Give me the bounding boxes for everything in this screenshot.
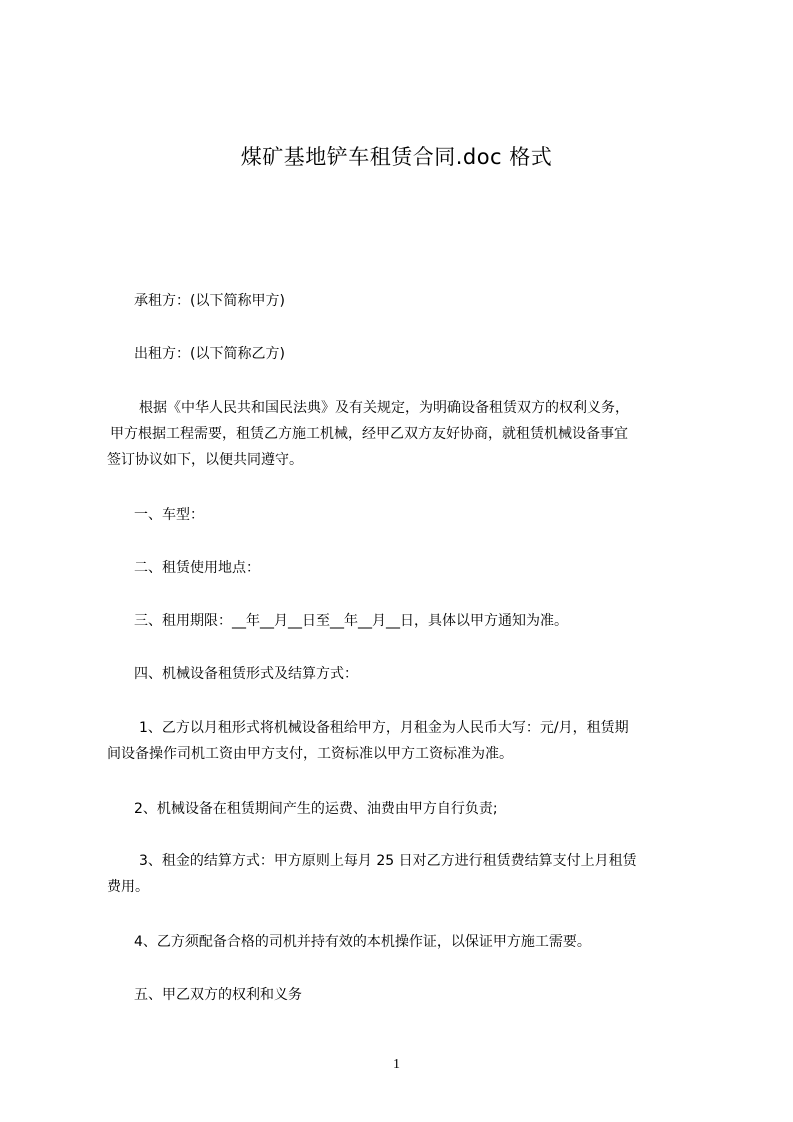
section-settlement: 四、机械设备租赁形式及结算方式：: [134, 666, 358, 682]
section-rights-obligations: 五、甲乙双方的权利和义务: [134, 987, 302, 1003]
item-3-line-2: 费用。: [107, 879, 149, 895]
item-2-paragraph: 2、机械设备在租赁期间产生的运费、油费由甲方自行负责;: [134, 801, 498, 817]
intro-line-3: 签订协议如下，以便共同遵守。: [107, 452, 303, 468]
item-4-paragraph: 4、乙方须配备合格的司机并持有效的本机操作证，以保证甲方施工需要。: [134, 934, 591, 950]
section-term: 三、租用期限：__年__月__日至__年__月__日，具体以甲方通知为准。: [134, 613, 568, 629]
document-title: 煤矿基地铲车租赁合同.doc 格式: [240, 145, 553, 169]
intro-line-2: 甲方根据工程需要，租赁乙方施工机械，经甲乙双方友好协商，就租赁机械设备事宜: [110, 426, 628, 442]
lessor-line: 出租方：(以下简称乙方): [134, 346, 285, 362]
page-number: 1: [393, 1057, 400, 1072]
intro-line-1: 根据《中华人民共和国民法典》及有关规定，为明确设备租赁双方的权利义务，: [139, 400, 629, 416]
lessee-line: 承租方：(以下简称甲方): [134, 293, 285, 309]
item-1-paragraph: [107, 715, 707, 767]
section-location: 二、租赁使用地点：: [134, 560, 260, 576]
item-1-line-2: 间设备操作司机工资由甲方支付，工资标准以甲方工资标准为准。: [107, 746, 513, 762]
item-3-paragraph: [107, 848, 707, 900]
item-3-line-1: 3、租金的结算方式：甲方原则上每月 25 日对乙方进行租赁费结算支付上月租赁: [139, 853, 637, 869]
item-1-line-1: 1、乙方以月租形式将机械设备租给甲方，月租金为人民币大写：元/月，租赁期: [139, 720, 629, 736]
section-vehicle-type: 一、车型：: [134, 507, 204, 523]
intro-paragraph: [107, 395, 707, 473]
